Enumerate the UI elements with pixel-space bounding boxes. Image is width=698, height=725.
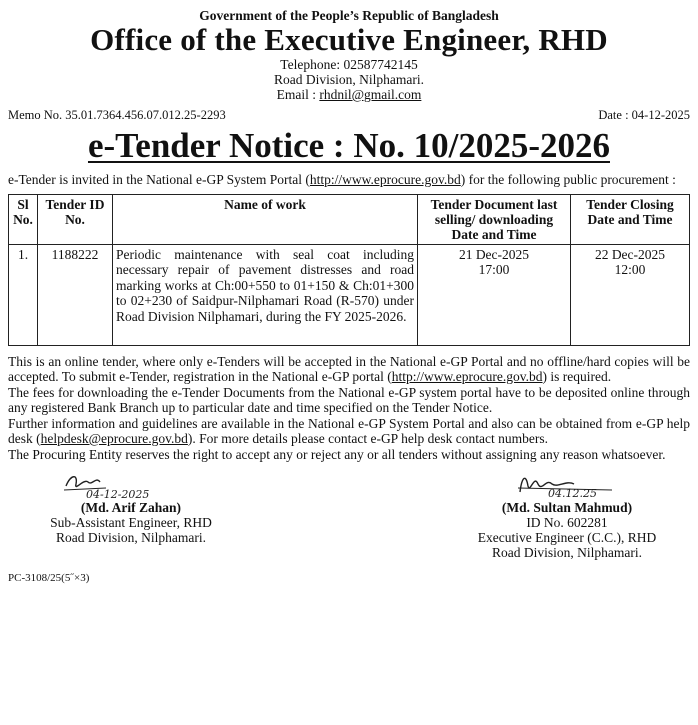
- memo-date: Date : 04-12-2025: [598, 108, 690, 122]
- p1-text-before: This is an online tender, where only e-Tenders will be accepted in the National e-GP Portal and no offline/hard copies will be accepted. To submit e-Tender, registration in the National e-GP portal (: [8, 353, 690, 384]
- signature-date-right: 04.12.25: [548, 487, 597, 500]
- cell-sl: 1.: [9, 244, 38, 345]
- signature-left: [26, 468, 236, 545]
- print-code: PC-3108/25(5˝×3): [8, 572, 90, 584]
- intro-text-before: e-Tender is invited in the National e-GP System Portal (: [8, 172, 310, 187]
- memo-number: Memo No. 35.01.7364.456.07.012.25-2293: [8, 108, 226, 122]
- signature-scribble-right: [462, 468, 672, 500]
- signatory-right-name: (Md. Sultan Mahmud): [501, 500, 633, 515]
- terms-section: [8, 354, 690, 463]
- signature-right: [462, 468, 672, 560]
- signature-date-left: 04-12-2025: [86, 488, 150, 500]
- tender-notice-page: [8, 8, 690, 717]
- header-selling: Tender Document last selling/ downloading Date and Time: [418, 194, 571, 244]
- email-link[interactable]: rhdnil@gmail.com: [319, 87, 422, 102]
- selling-date: 21 Dec-2025: [458, 246, 530, 262]
- header-work: Name of work: [113, 194, 418, 244]
- table-header-row: [9, 194, 690, 244]
- signature-scribble-left: [26, 468, 236, 500]
- table-row: [9, 244, 690, 345]
- address: Road Division, Nilphamari.: [274, 72, 424, 87]
- cell-work: Periodic maintenance with seal coat including necessary repair of pavement distresses and road marking works at Ch:00+550 to 01+150 & Ch:01+300 to 02+230 of Saidpur-Nilphamari Road (R-570) under Road Division Nilphamari, during the FY 2025-2026.: [113, 244, 418, 345]
- memo-row: [8, 108, 690, 122]
- header-closing: Tender Closing Date and Time: [571, 194, 690, 244]
- p3-text-before: Further information and guidelines are available in the National e-GP System Portal and also can be obtained from e-GP help desk (: [8, 415, 690, 446]
- terms-paragraph-fees: The fees for downloading the e-Tender Documents from the National e-GP system portal have to be deposited online through any registered Bank Branch up to particular date and time specified on the Tender Notice.: [8, 384, 690, 415]
- government-heading: Government of the People’s Republic of Bangladesh: [199, 8, 499, 23]
- email-label: Email :: [276, 87, 320, 102]
- header-tender-id: Tender ID No.: [38, 194, 113, 244]
- intro-paragraph: [8, 172, 690, 188]
- telephone: Telephone: 02587742145: [280, 57, 418, 72]
- terms-paragraph-rights: The Procuring Entity reserves the right to accept any or reject any or all tenders without assigning any reason whatsoever.: [8, 446, 666, 462]
- signatory-right-office: Road Division, Nilphamari.: [492, 545, 642, 560]
- terms-paragraph-info: [8, 416, 690, 447]
- closing-time: 12:00: [614, 262, 646, 277]
- signatory-right-id: ID No. 602281: [526, 515, 608, 530]
- cell-selling: [418, 244, 571, 345]
- eprocure-link[interactable]: http://www.eprocure.gov.bd: [309, 172, 461, 187]
- terms-paragraph-online: [8, 354, 690, 385]
- closing-date: 22 Dec-2025: [594, 246, 666, 262]
- signatory-right-designation: Executive Engineer (C.C.), RHD: [477, 530, 657, 545]
- header-sl: Sl No.: [9, 194, 38, 244]
- signatory-left-name: (Md. Arif Zahan): [80, 500, 182, 515]
- office-title: Office of the Executive Engineer, RHD: [90, 22, 608, 57]
- eprocure-link-2[interactable]: http://www.eprocure.gov.bd: [391, 369, 543, 384]
- signatory-left-designation: Sub-Assistant Engineer, RHD: [50, 515, 212, 530]
- cell-tender-id: 1188222: [38, 244, 113, 345]
- notice-title: e-Tender Notice : No. 10/2025-2026: [87, 126, 610, 165]
- p1-text-after: ) is required.: [542, 369, 612, 384]
- cell-closing: [571, 244, 690, 345]
- email-line: [8, 87, 690, 102]
- signature-area: [8, 468, 690, 586]
- intro-text-after: ) for the following public procurement :: [460, 172, 676, 187]
- tender-table: [8, 194, 690, 346]
- helpdesk-email-link[interactable]: helpdesk@eprocure.gov.bd: [40, 431, 188, 446]
- selling-time: 17:00: [478, 262, 510, 277]
- p3-text-after: ). For more details please contact e-GP help desk contact numbers.: [187, 431, 549, 446]
- signatory-left-office: Road Division, Nilphamari.: [56, 530, 206, 545]
